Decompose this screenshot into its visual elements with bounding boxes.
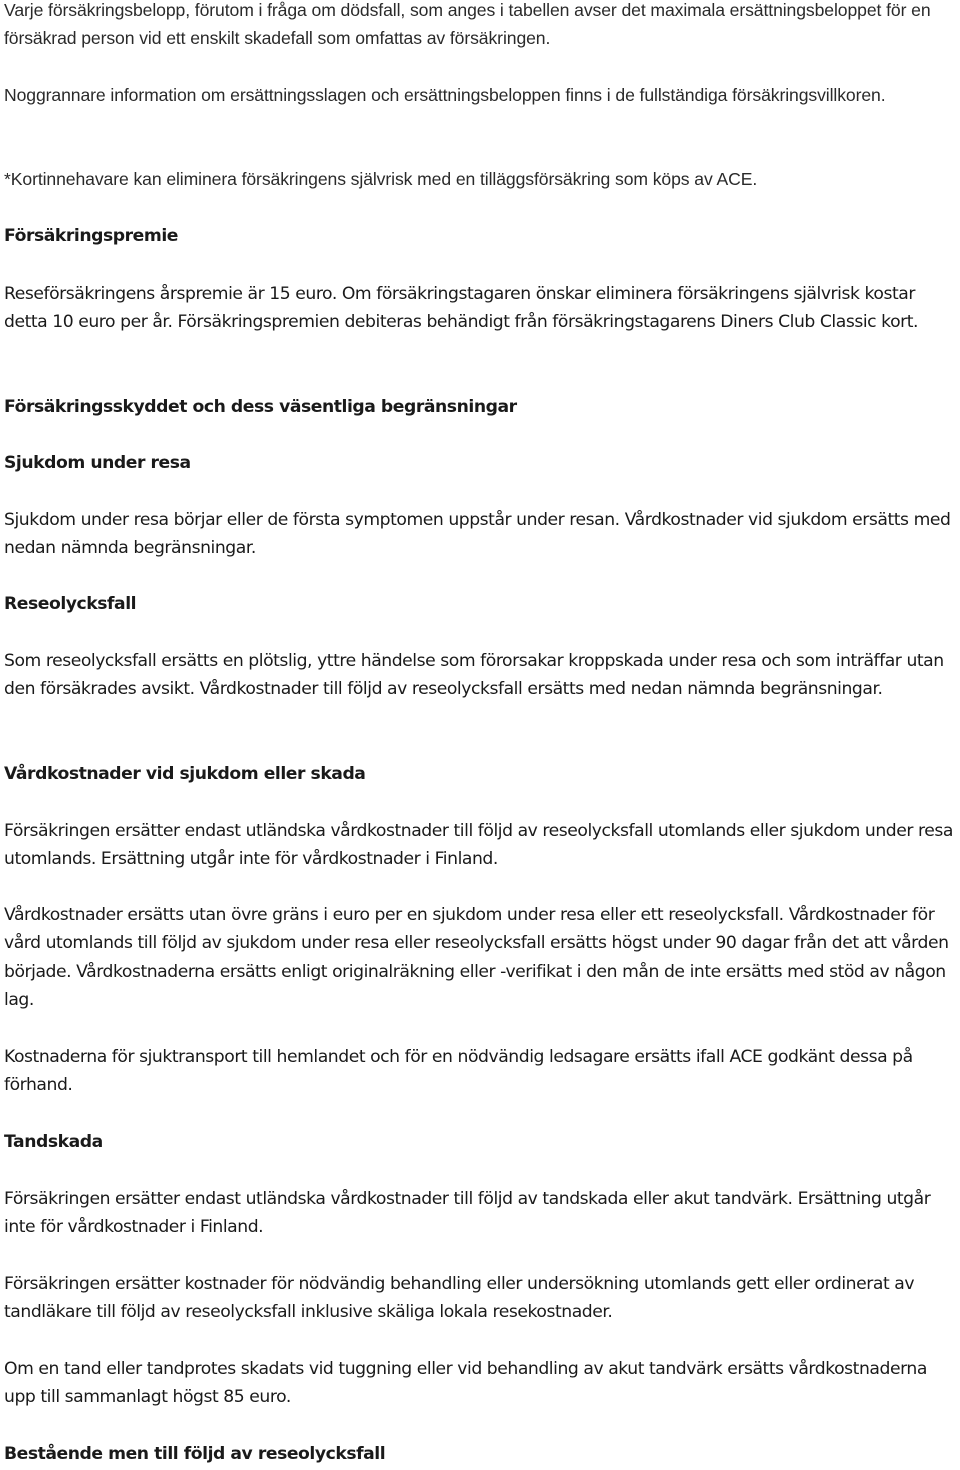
heading-reseolycksfall: Reseolycksfall [4,594,137,614]
heading-forsakringspremie: Försäkringspremie [4,226,178,246]
paragraph-maximal-ersattning: Varje försäkringsbelopp, förutom i fråga om dödsfall, som anges i tabellen avser det maximala ersättningsbeloppet för en försäkrad person vid ett enskilt skadefall som omfattas av försäkringen. [4,0,931,49]
paragraph-reseolycksfall: Som reseolycksfall ersätts en plötslig, yttre händelse som förorsakar kroppskada under resa och som inträffar utan den försäkrades avsikt. Vårdkostnader till följd av reseolycksfall ersätts med nedan nämnda begränsningar. [4,651,944,700]
heading-forsakringsskyddet: Försäkringsskyddet och dess väsentliga begränsningar [4,397,517,417]
paragraph-vardkostnader-2: Vårdkostnader ersätts utan övre gräns i euro per en sjukdom under resa eller ett reseolycksfall. Vårdkostnader för vård utomlands till följd av sjukdom under resa eller reseolycksfall ersätts högst under 90 dagar från det att vården började. Vårdkostnaderna ersätts enligt originalräkning eller -verifikat i den mån de inte ersätts med stöd av någon lag. [4,905,949,1010]
paragraph-sjukdom-under-resa: Sjukdom under resa börjar eller de första symptomen uppstår under resan. Vårdkostnader vid sjukdom ersätts med nedan nämnda begränsningar. [4,510,951,559]
paragraph-kortinnehavare: *Kortinnehavare kan eliminera försäkringens självrisk med en tilläggsförsäkring som köps av ACE. [4,169,758,189]
heading-vardkostnader: Vårdkostnader vid sjukdom eller skada [4,764,366,784]
paragraph-vardkostnader-3: Kostnaderna för sjuktransport till hemlandet och för en nödvändig ledsagare ersätts ifall ACE godkänt dessa på förhand. [4,1047,913,1096]
paragraph-tandskada-1: Försäkringen ersätter endast utländska vårdkostnader till följd av tandskada eller akut tandvärk. Ersättning utgår inte för vårdkostnader i Finland. [4,1189,931,1238]
paragraph-noggrannare-information: Noggrannare information om ersättningsslagen och ersättningsbeloppen finns i de fullständiga försäkringsvillkoren. [4,85,886,105]
heading-bestaende-men: Bestående men till följd av reseolycksfall [4,1444,386,1464]
paragraph-vardkostnader-1: Försäkringen ersätter endast utländska vårdkostnader till följd av reseolycksfall utomlands eller sjukdom under resa utomlands. Ersättning utgår inte för vårdkostnader i Finland. [4,821,953,870]
heading-sjukdom-under-resa: Sjukdom under resa [4,453,191,473]
paragraph-forsakringspremie: Reseförsäkringens årspremie är 15 euro. Om försäkringstagaren önskar eliminera försäkringens självrisk kostar detta 10 euro per år. Försäkringspremien debiteras behändigt från försäkringstagarens Diners Club Classic kort. [4,284,919,333]
paragraph-tandskada-2: Försäkringen ersätter kostnader för nödvändig behandling eller undersökning utomlands gett eller ordinerat av tandläkare till följd av reseolycksfall inklusive skäliga lokala resekostnader. [4,1274,915,1323]
paragraph-tandskada-3: Om en tand eller tandprotes skadats vid tuggning eller vid behandling av akut tandvärk ersätts vårdkostnaderna upp till sammanlagt högst 85 euro. [4,1359,927,1408]
heading-tandskada: Tandskada [4,1132,103,1152]
